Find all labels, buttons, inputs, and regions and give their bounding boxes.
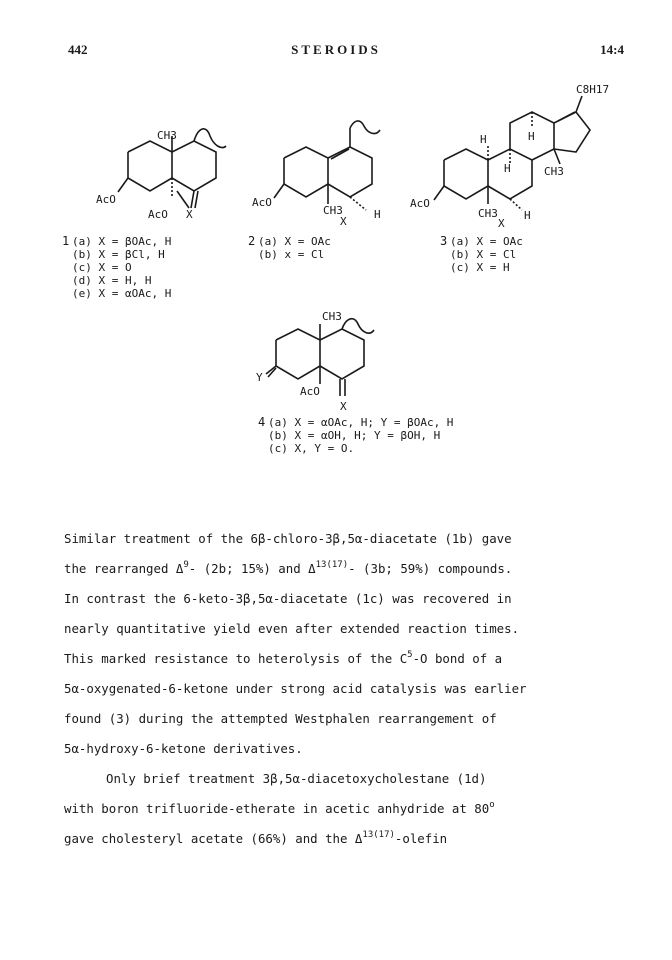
structure-3-drawing [434, 96, 590, 210]
structure-2-label-h: H [374, 208, 381, 221]
structure-3-variant-c: (c) X = H [450, 261, 510, 274]
superscript: 5 [407, 650, 413, 660]
line-segment: - (3b; 59%) compounds. [348, 561, 513, 576]
line-segment: This marked resistance to heterolysis of the C [64, 651, 408, 666]
structure-3-variant-a: (a) X = OAc [450, 235, 523, 248]
superscript: 13(17) [315, 560, 349, 570]
structure-1-label-ch3: CH3 [157, 129, 177, 142]
structure-4-drawing [266, 319, 374, 396]
line: found (3) during the attempted Westphalen rearrangement of [64, 711, 497, 726]
structure-3-label-h-9: H [480, 133, 487, 146]
structure-2-number: 2 [248, 234, 256, 248]
structure-3-label-ch3-5: CH3 [478, 207, 498, 220]
structure-3-label-aco: AcO [410, 197, 430, 210]
superscript: 13(17) [362, 830, 395, 840]
structure-1-variant-a: (a) X = βOAc, H [72, 235, 172, 248]
line: 5α-hydroxy-6-ketone derivatives. [64, 741, 303, 756]
structure-2-label-aco: AcO [252, 196, 272, 209]
structure-3-label-h-6: H [524, 209, 531, 222]
structure-1-number: 1 [62, 234, 70, 248]
structure-3-variant-b: (b) X = Cl [450, 248, 517, 261]
structure-4-label-x: X [340, 400, 347, 413]
structure-3-label-h-8: H [528, 130, 535, 143]
structure-1-variant-d: (d) X = H, H [72, 274, 152, 287]
line: In contrast the 6-keto-3β,5α-diacetate (1c) was recovered in [64, 591, 512, 606]
paragraph-1 [64, 524, 624, 764]
structure-2-variant-a: (a) X = OAc [258, 235, 331, 248]
structure-4-variant-a: (a) X = αOAc, H; Y = βOAc, H [268, 416, 454, 429]
structure-2-label-ch3: CH3 [323, 204, 343, 217]
running-title: STEROIDS [291, 42, 381, 57]
line-segment: -olefin [394, 831, 448, 846]
structure-3-label-x: X [498, 217, 505, 230]
line-segment: -O bond of a [412, 651, 503, 666]
superscript: 9 [183, 560, 189, 570]
line-segment: the rearranged Δ [64, 561, 184, 576]
paragraph-2 [64, 764, 624, 854]
structure-3-label-ch3-13: CH3 [544, 165, 564, 178]
line-segment: gave cholesteryl acetate (66%) and the Δ [64, 831, 363, 846]
structure-2-label-x: X [340, 215, 347, 228]
structure-4-label-y: Y [256, 371, 263, 384]
structure-1-variant-c: (c) X = O [72, 261, 132, 274]
structure-4-label-aco: AcO [300, 385, 320, 398]
structure-3-number: 3 [440, 234, 448, 248]
running-header [0, 42, 672, 62]
structure-4-variant-c: (c) X, Y = O. [268, 442, 355, 455]
line: Similar treatment of the 6β-chloro-3β,5α-diacetate (1b) gave [64, 531, 512, 546]
line: 5α-oxygenated-6-ketone under strong acid catalysis was earlier [64, 681, 527, 696]
structure-2-drawing [274, 121, 380, 210]
structures-figure [0, 80, 672, 470]
structure-4-variant-b: (b) X = αOH, H; Y = βOH, H [268, 429, 441, 442]
structure-3-label-c8h17: C8H17 [576, 83, 610, 96]
structure-1-label-x: X [186, 208, 193, 221]
line-segment: - (2b; 15%) and Δ [188, 561, 316, 576]
superscript: o [489, 800, 495, 810]
structure-4-number: 4 [258, 415, 266, 429]
structure-1-label-aco-3: AcO [96, 193, 116, 206]
structure-3-label-h-14: H [504, 162, 511, 175]
structure-1-variant-e: (e) X = αOAc, H [72, 287, 172, 300]
body-text [64, 524, 624, 854]
line: nearly quantitative yield even after extended reaction times. [64, 621, 520, 636]
structure-1-label-aco-5: AcO [148, 208, 168, 221]
line: Only brief treatment 3β,5α-diacetoxycholestane (1d) [106, 771, 487, 786]
line-segment: with boron trifluoride-etherate in acetic anhydride at 80 [64, 801, 490, 816]
page-number: 442 [68, 42, 88, 57]
volume-issue: 14:4 [600, 42, 624, 57]
structure-2-variant-b: (b) x = Cl [258, 248, 325, 261]
structure-1-variant-b: (b) X = βCl, H [72, 248, 165, 261]
structure-4-label-ch3: CH3 [322, 310, 342, 323]
